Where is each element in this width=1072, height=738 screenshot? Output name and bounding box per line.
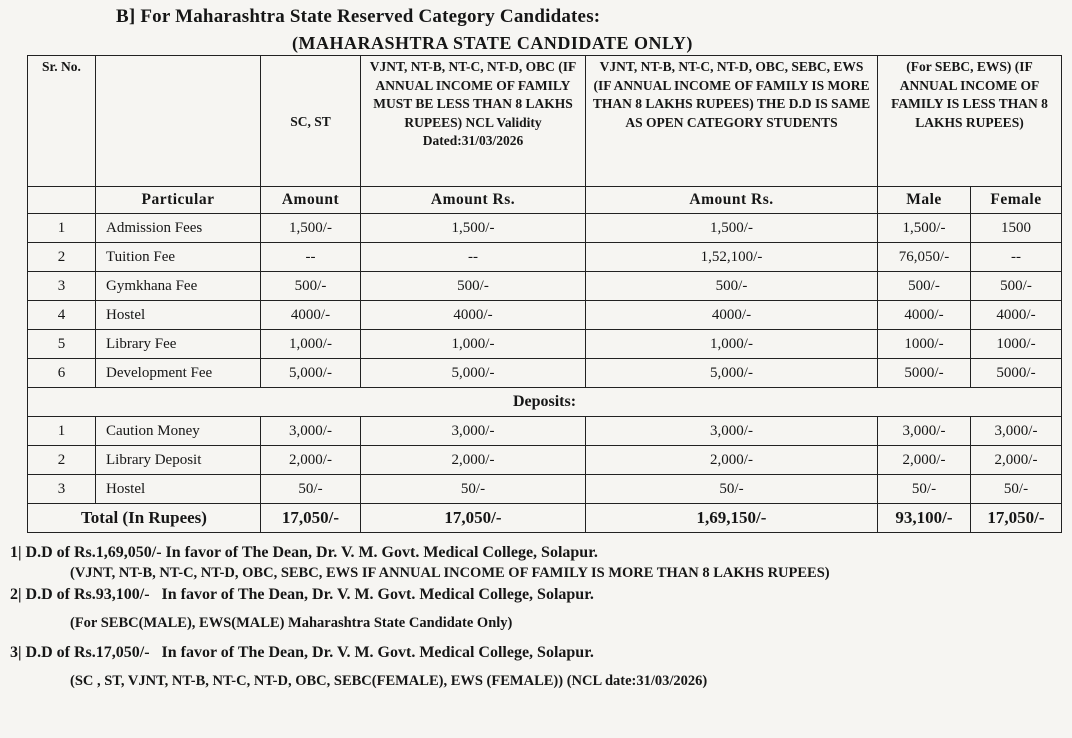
table-row: [28, 417, 1062, 446]
cell-sc: 1,500/-: [261, 214, 361, 243]
total-row: [28, 504, 1062, 533]
cell-male: 500/-: [878, 272, 971, 301]
table-row: [28, 243, 1062, 272]
cell-particular: Gymkhana Fee: [96, 272, 261, 301]
cell-particular: Tuition Fee: [96, 243, 261, 272]
total-female: 17,050/-: [971, 504, 1062, 533]
cell-particular: Admission Fees: [96, 214, 261, 243]
cell-more: 1,000/-: [586, 330, 878, 359]
particular-header: Particular: [96, 187, 261, 214]
sc-st-header: SC, ST: [261, 56, 361, 187]
amount-rs-header: Amount Rs.: [586, 187, 878, 214]
cell-vjnt: 5,000/-: [361, 359, 586, 388]
cell-sr: 1: [28, 214, 96, 243]
cell-sc: 5,000/-: [261, 359, 361, 388]
fee-table: [27, 55, 1062, 533]
dd-note-detail: (VJNT, NT-B, NT-C, NT-D, OBC, SEBC, EWS IF ANNUAL INCOME OF FAMILY IS MORE THAN 8 LAKHS RUPEES): [70, 565, 830, 581]
dd-note: 2| D.D of Rs.93,100/- In favor of The Dean, Dr. V. M. Govt. Medical College, Solapur.: [10, 586, 594, 603]
sr-no-header: Sr. No.: [28, 56, 96, 187]
cell-male: 76,050/-: [878, 243, 971, 272]
total-vjnt: 17,050/-: [361, 504, 586, 533]
cell-sr: 5: [28, 330, 96, 359]
cell-sr: 3: [28, 272, 96, 301]
cell-sc: 4000/-: [261, 301, 361, 330]
cell-sr: 1: [28, 417, 96, 446]
table-row: [28, 301, 1062, 330]
cell-sr: 2: [28, 446, 96, 475]
dd-notes: [10, 542, 1060, 700]
deposits-label: Deposits:: [28, 388, 1062, 417]
female-header: Female: [971, 187, 1062, 214]
dd-note-detail: (SC , ST, VJNT, NT-B, NT-C, NT-D, OBC, SEBC(FEMALE), EWS (FEMALE)) (NCL date:31/03/2026): [70, 673, 708, 689]
total-sc: 17,050/-: [261, 504, 361, 533]
cell-vjnt: --: [361, 243, 586, 272]
cell-more: 1,500/-: [586, 214, 878, 243]
cell-sc: 2,000/-: [261, 446, 361, 475]
cell-sc: 500/-: [261, 272, 361, 301]
cell-sr: 3: [28, 475, 96, 504]
cell-male: 1,500/-: [878, 214, 971, 243]
blank-subheader: [28, 187, 96, 214]
dd-note: 3| D.D of Rs.17,050/- In favor of The Dean, Dr. V. M. Govt. Medical College, Solapur.: [10, 644, 594, 661]
cell-particular: Caution Money: [96, 417, 261, 446]
cell-vjnt: 1,000/-: [361, 330, 586, 359]
table-row: [28, 330, 1062, 359]
amount-header: Amount: [261, 187, 361, 214]
cell-sc: 3,000/-: [261, 417, 361, 446]
cell-sc: 50/-: [261, 475, 361, 504]
section-title: B] For Maharashtra State Reserved Category Candidates:: [116, 6, 601, 27]
cell-more: 5,000/-: [586, 359, 878, 388]
cell-female: 1500: [971, 214, 1062, 243]
cell-vjnt: 1,500/-: [361, 214, 586, 243]
table-row: [28, 272, 1062, 301]
blank-header: [96, 56, 261, 187]
cell-male: 50/-: [878, 475, 971, 504]
table-row: [28, 446, 1062, 475]
cell-more: 50/-: [586, 475, 878, 504]
male-header: Male: [878, 187, 971, 214]
cell-more: 500/-: [586, 272, 878, 301]
table-row: [28, 475, 1062, 504]
cell-sc: --: [261, 243, 361, 272]
dd-note: 1| D.D of Rs.1,69,050/- In favor of The Dean, Dr. V. M. Govt. Medical College, Solapur.: [10, 544, 598, 561]
cell-particular: Hostel: [96, 475, 261, 504]
subheader-row: [28, 187, 1062, 214]
cell-male: 2,000/-: [878, 446, 971, 475]
cell-vjnt: 4000/-: [361, 301, 586, 330]
cell-female: --: [971, 243, 1062, 272]
cell-female: 3,000/-: [971, 417, 1062, 446]
cell-male: 3,000/-: [878, 417, 971, 446]
total-more: 1,69,150/-: [586, 504, 878, 533]
cell-vjnt: 3,000/-: [361, 417, 586, 446]
cell-male: 5000/-: [878, 359, 971, 388]
cell-male: 4000/-: [878, 301, 971, 330]
cell-female: 50/-: [971, 475, 1062, 504]
cell-sr: 2: [28, 243, 96, 272]
total-male: 93,100/-: [878, 504, 971, 533]
cell-particular: Hostel: [96, 301, 261, 330]
sebc-ews-header: (For SEBC, EWS) (IF ANNUAL INCOME OF FAMILY IS LESS THAN 8 LAKHS RUPEES): [878, 56, 1062, 187]
amount-rs-header: Amount Rs.: [361, 187, 586, 214]
cell-particular: Development Fee: [96, 359, 261, 388]
cell-vjnt: 50/-: [361, 475, 586, 504]
cell-vjnt: 2,000/-: [361, 446, 586, 475]
dd-note-detail: (For SEBC(MALE), EWS(MALE) Maharashtra State Candidate Only): [70, 615, 513, 631]
cell-more: 3,000/-: [586, 417, 878, 446]
deposits-row: [28, 388, 1062, 417]
cell-female: 2,000/-: [971, 446, 1062, 475]
cell-male: 1000/-: [878, 330, 971, 359]
cell-female: 500/-: [971, 272, 1062, 301]
cell-more: 4000/-: [586, 301, 878, 330]
cell-sc: 1,000/-: [261, 330, 361, 359]
total-label: Total (In Rupees): [28, 504, 261, 533]
cell-sr: 6: [28, 359, 96, 388]
cell-female: 1000/-: [971, 330, 1062, 359]
cell-sr: 4: [28, 301, 96, 330]
cell-particular: Library Deposit: [96, 446, 261, 475]
cell-more: 2,000/-: [586, 446, 878, 475]
header-row: [28, 56, 1062, 187]
cell-female: 5000/-: [971, 359, 1062, 388]
cell-female: 4000/-: [971, 301, 1062, 330]
table-row: [28, 359, 1062, 388]
cell-particular: Library Fee: [96, 330, 261, 359]
vjnt-less-header: VJNT, NT-B, NT-C, NT-D, OBC (IF ANNUAL INCOME OF FAMILY MUST BE LESS THAN 8 LAKHS RUPEES) NCL Validity Dated:31/03/2026: [361, 56, 586, 187]
cell-more: 1,52,100/-: [586, 243, 878, 272]
cell-vjnt: 500/-: [361, 272, 586, 301]
section-subtitle: (MAHARASHTRA STATE CANDIDATE ONLY): [292, 33, 693, 53]
vjnt-more-header: VJNT, NT-B, NT-C, NT-D, OBC, SEBC, EWS (IF ANNUAL INCOME OF FAMILY IS MORE THAN 8 LAKHS RUPEES) THE D.D IS SAME AS OPEN CATEGORY STUDENTS: [586, 56, 878, 187]
table-row: [28, 214, 1062, 243]
